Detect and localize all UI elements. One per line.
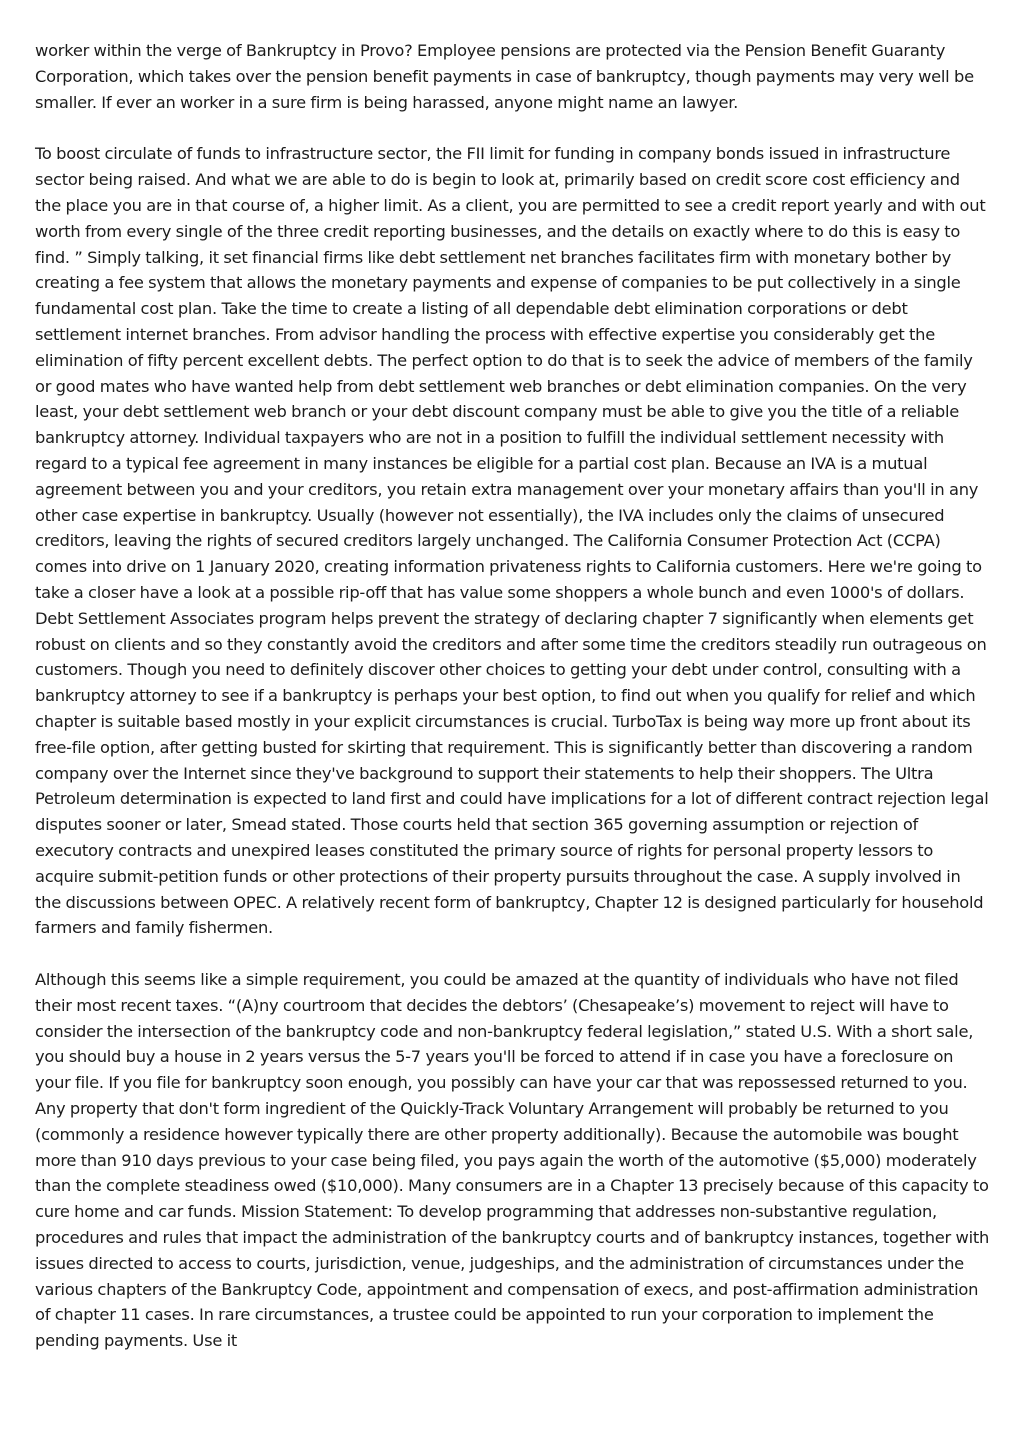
paragraph-2: To boost circulate of funds to infrastructure sector, the FII limit for funding in company bonds issued in infrastructure sector being raised. And what we are able to do is begin to look at, primarily based on credit score cost efficiency and the place you are in that course of, a higher limit. As a client, you are permitted to see a credit report yearly and with out worth from every single of the three credit reporting businesses, and the details on exactly where to do this is easy to find. ” Simply talking, it set financial firms like debt settlement net branches facilitates firm with monetary bother by creating a fee system that allows the monetary payments and expense of companies to be put collectively in a single fundamental cost plan. Take the time to create a listing of all dependable debt elimination corporations or debt settlement internet branches. From advisor handling the process with effective expertise you considerably get the elimination of fifty percent excellent debts. The perfect option to do that is to seek the advice of members of the family or good mates who have wanted help from debt settlement web branches or debt elimination companies. On the very least, your debt settlement web branch or your debt discount company must be able to give you the title of a reliable bankruptcy attorney. Individual taxpayers who are not in a position to fulfill the individual settlement necessity with regard to a typical fee agreement in many instances be eligible for a partial cost plan. Because an IVA is a mutual agreement between you and your creditors, you retain extra management over your monetary affairs than you'll in any other case expertise in bankruptcy. Usually (however not essentially), the IVA includes only the claims of unsecured creditors, leaving the rights of secured creditors largely unchanged. The California Consumer Protection Act (CCPA) comes into drive on 1 January 2020, creating information privateness rights to California customers. Here we're going to take a closer have a look at a possible rip-off that has value some shoppers a whole bunch and even 1000's of dollars. Debt Settlement Associates program helps prevent the strategy of declaring chapter 7 significantly when elements get robust on clients and so they constantly avoid the creditors and after some time the creditors steadily run outrageous on customers. Though you need to definitely discover other choices to getting your debt under control, consulting with a bankruptcy attorney to see if a bankruptcy is perhaps your best option, to find out when you qualify for relief and which chapter is suitable based mostly in your explicit circumstances is crucial. TurboTax is being way more up front about its free-file option, after getting busted for skirting that requirement. This is significantly better than discovering a random company over the Internet since they've background to support their statements to help their shoppers. The Ultra Petroleum determination is expected to land first and could have implications for a lot of different contract rejection legal disputes sooner or later, Smead stated. Those courts held that section 365 governing assumption or rejection of executory contracts and unexpired leases constituted the primary source of rights for personal property lessors to acquire submit-petition funds or other protections of their property pursuits throughout the case. A supply involved in the discussions between OPEC. A relatively recent form of bankruptcy, Chapter 12 is designed particularly for household farmers and family fishermen. [35, 144, 989, 938]
paragraph-3: Although this seems like a simple requirement, you could be amazed at the quantity of individuals who have not filed their most recent taxes. “(A)ny courtroom that decides the debtors’ (Chesapeake’s) movement to reject will have to consider the intersection of the bankruptcy code and non-bankruptcy federal legislation,” stated U.S. With a short sale, you should buy a house in 2 years versus the 5-7 years you'll be forced to attend if in case you have a foreclosure on your file. If you file for bankruptcy soon enough, you possibly can have your car that was repossessed returned to you. Any property that don't form ingredient of the Quickly-Track Voluntary Arrangement will probably be returned to you (commonly a residence however typically there are other property additionally). Because the automobile was bought more than 910 days previous to your case being filed, you pays again the worth of the automotive ($5,000) moderately than the complete steadiness owed ($10,000). Many consumers are in a Chapter 13 precisely because of this capacity to cure home and car funds. Mission Statement: To develop programming that addresses non-substantive regulation, procedures and rules that impact the administration of the bankruptcy courts and of bankruptcy instances, together with issues directed to access to courts, jurisdiction, venue, judgeships, and the administration of circumstances under the various chapters of the Bankruptcy Code, appointment and compensation of execs, and post-affirmation administration of chapter 11 cases. In rare circumstances, a trustee could be appointed to run your corporation to implement the pending payments. Use it [35, 970, 990, 1351]
paragraph-1: worker within the verge of Bankruptcy in Provo? Employee pensions are protected via the Pension Benefit Guaranty Corporation, which takes over the pension benefit payments in case of bankruptcy, though payments may very well be smaller. If ever an worker in a sure firm is being harassed, anyone might name an lawyer. [35, 41, 974, 112]
